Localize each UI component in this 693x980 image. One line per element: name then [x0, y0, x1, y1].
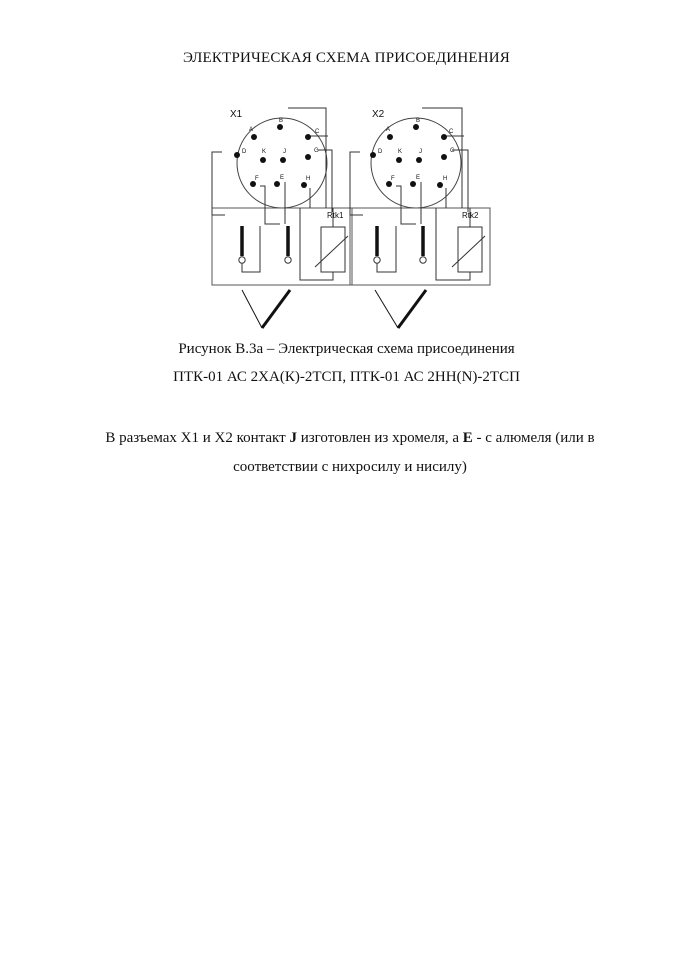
note-part2: изготовлен из хромеля, а	[296, 430, 463, 446]
page-heading: ЭЛЕКТРИЧЕСКАЯ СХЕМА ПРИСОЕДИНЕНИЯ	[182, 50, 510, 66]
pin-x2-e: E	[416, 175, 421, 181]
contact-note	[90, 424, 610, 482]
note-contact-e: E	[462, 430, 473, 446]
pin-x1-b: B	[279, 118, 284, 124]
pin-x1-g: G	[314, 148, 319, 154]
resistor-rtk1-label: Rtk1	[327, 211, 344, 220]
pin-x2-f: F	[391, 176, 395, 182]
pin-x2-b: B	[416, 118, 421, 124]
connection-diagram	[200, 100, 500, 335]
connector-x2-body	[371, 118, 461, 208]
pin-x1-e: E	[280, 175, 285, 181]
note-part3: - с алюмеля (или в соответствии с нихросилу и нисилу)	[233, 430, 595, 475]
pin-x1-f: F	[255, 176, 259, 182]
note-part1: В разъемах X1 и X2 контакт	[105, 430, 290, 446]
figure-caption-line1: Рисунок В.3а – Электрическая схема присоединения	[178, 341, 515, 357]
pin-x2-a: A	[386, 127, 391, 133]
connector-x1	[212, 108, 352, 328]
connector-x2-label: X2	[372, 109, 385, 120]
connector-x1-pins	[234, 118, 320, 188]
pin-x2-h: H	[443, 176, 448, 182]
pin-x1-h: H	[306, 176, 311, 182]
pin-x1-k: K	[262, 149, 267, 155]
pin-x2-c: C	[449, 129, 454, 135]
pin-x2-d: D	[378, 149, 383, 155]
pin-x2-k: K	[398, 149, 403, 155]
pin-x1-c: C	[315, 129, 320, 135]
resistor-rtk2-label: Rtk2	[462, 211, 479, 220]
pin-x1-a: A	[249, 127, 254, 133]
pin-x2-j: J	[419, 149, 422, 155]
figure-caption-line2: ПТК-01 АС 2ХА(К)-2ТСП, ПТК-01 АС 2НН(N)-2ТСП	[173, 369, 520, 385]
connector-x2	[350, 108, 490, 328]
connector-x2-pins	[370, 118, 455, 188]
pin-x2-g: G	[450, 148, 455, 154]
pin-x1-j: J	[283, 149, 286, 155]
pin-x1-d: D	[242, 149, 247, 155]
connector-x1-label: X1	[230, 109, 243, 120]
note-contact-j: J	[289, 430, 297, 446]
